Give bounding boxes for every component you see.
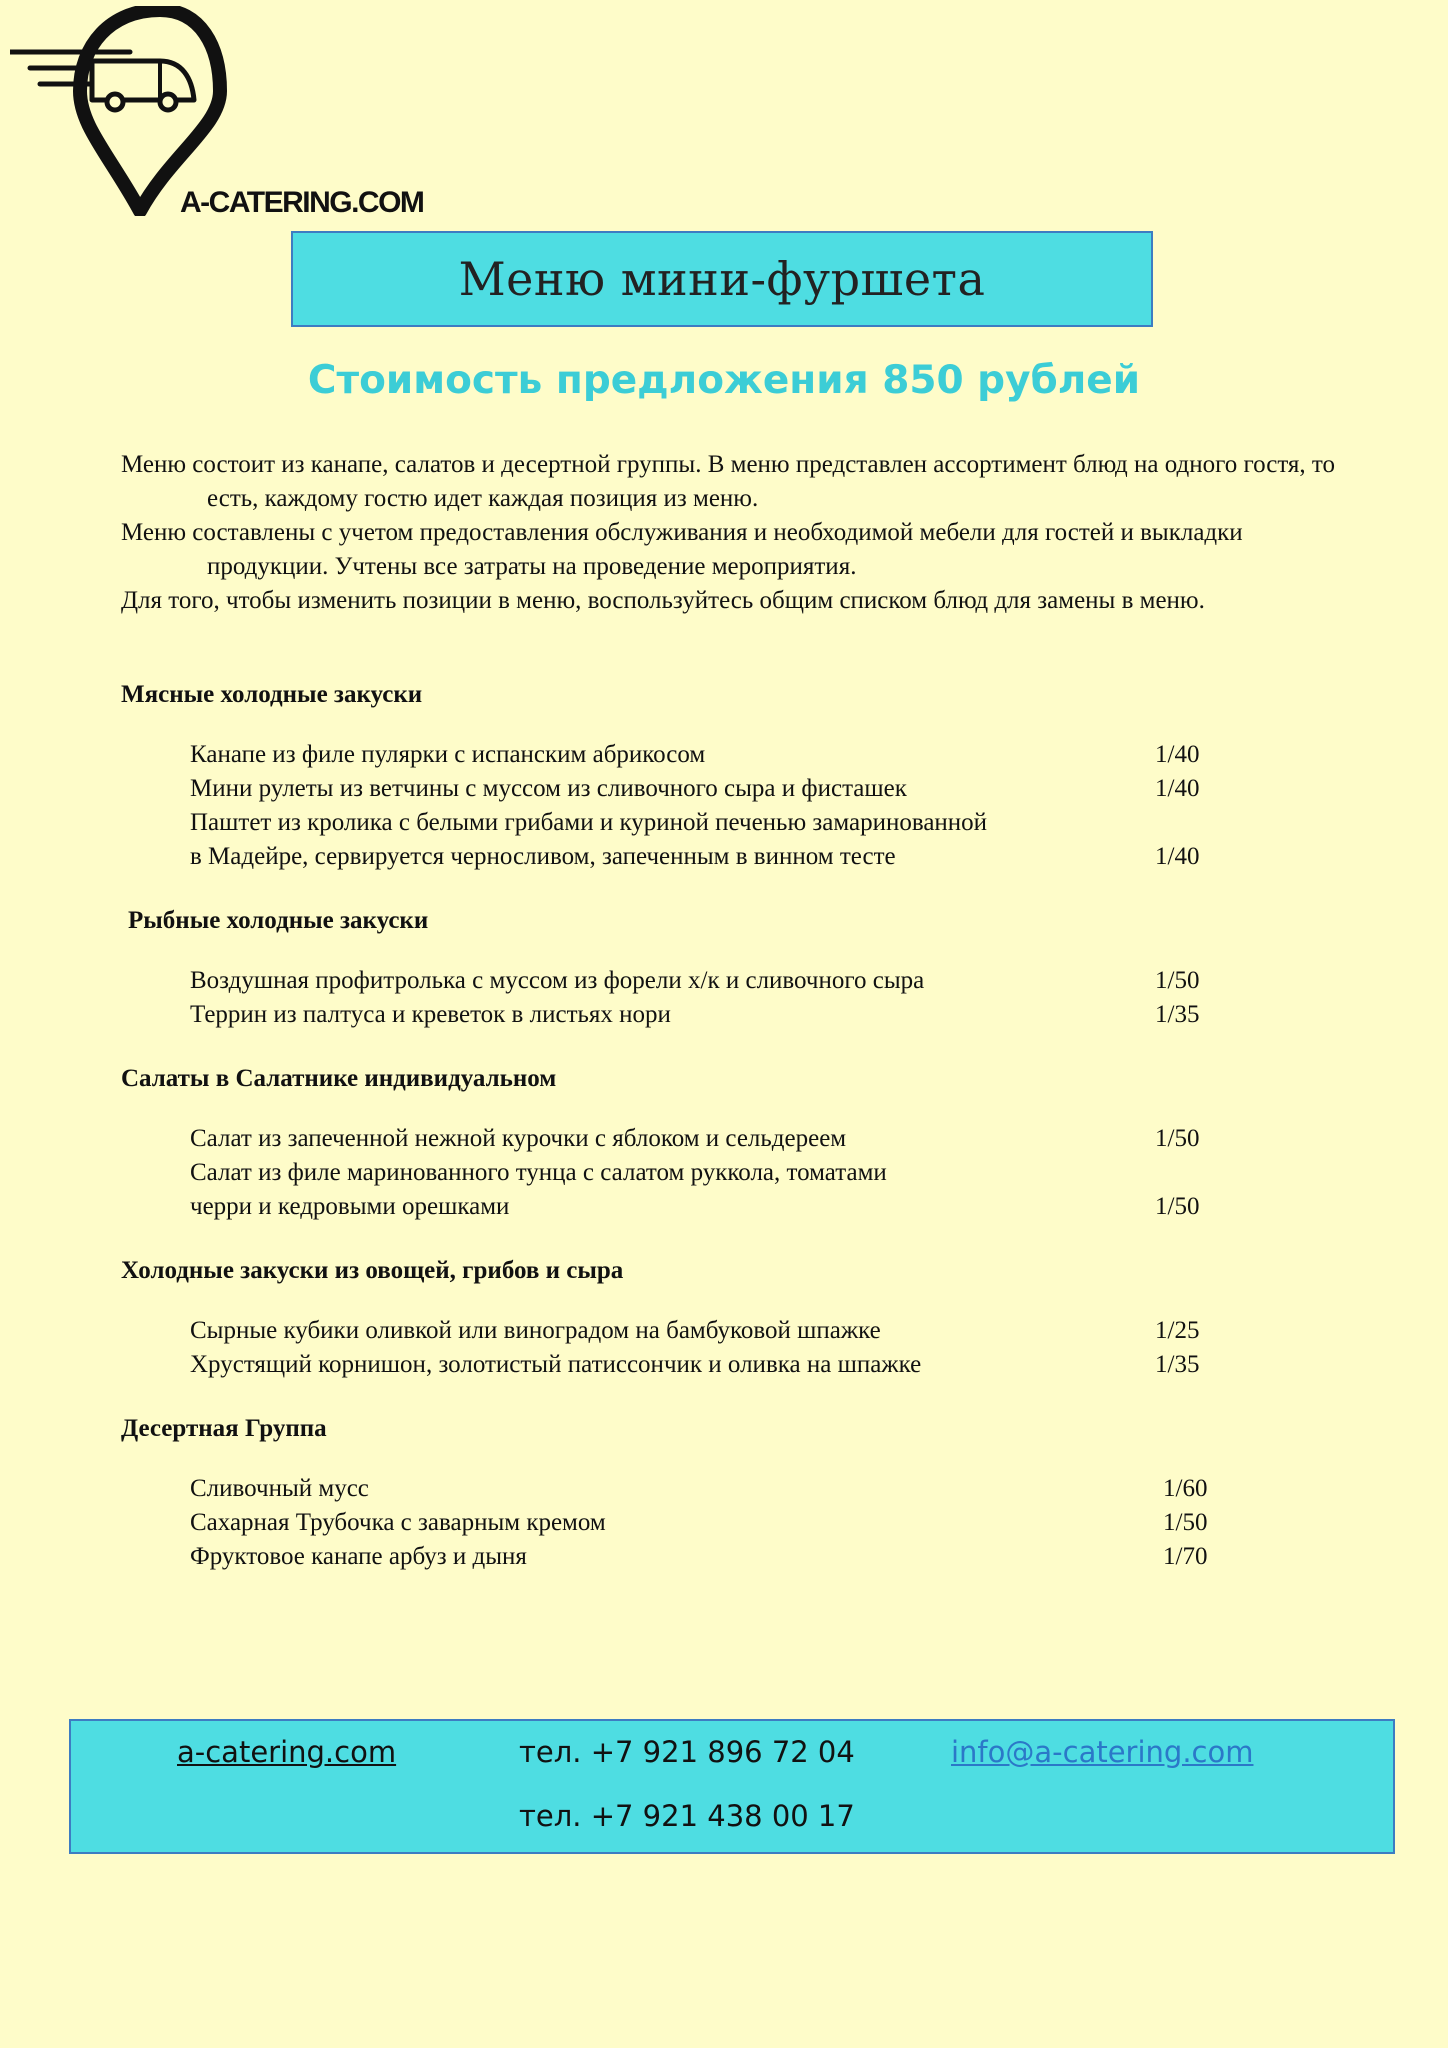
menu-item (121, 1122, 1221, 1156)
menu-item-portion: 1/25 (1155, 1317, 1200, 1344)
menu-item (121, 998, 1221, 1032)
menu-item-portion: 1/40 (1155, 775, 1200, 802)
menu-item-portion: 1/40 (1155, 843, 1200, 870)
delivery-van-pin-icon (10, 6, 250, 216)
section-title: Холодные закуски из овощей, грибов и сыра (121, 1257, 624, 1284)
menu-section-desserts (121, 1412, 1221, 1574)
menu-item-name: Паштет из кролика с белыми грибами и куриной печенью замаринованной в Мадейре, сервируется черносливом, запеченным в винном тесте (190, 809, 988, 870)
menu-item-name: Сахарная Трубочка с заварным кремом (190, 1509, 606, 1536)
menu-item-portion: 1/50 (1155, 1125, 1200, 1152)
intro-paragraph: Для того, чтобы изменить позиции в меню, воспользуйтесь общим списком блюд для замены в меню. (121, 587, 1205, 614)
page-title: Меню мини-фуршета (458, 252, 986, 306)
menu-item (121, 1156, 1221, 1224)
intro-paragraph: Меню составлены с учетом предоставления обслуживания и необходимой мебели для гостей и выкладки продукции. Учтены все затраты на проведение мероприятия. (121, 519, 1243, 580)
email-link[interactable]: info@a-catering.com (951, 1735, 1254, 1769)
menu-item-name: Фруктовое канапе арбуз и дыня (190, 1543, 527, 1570)
menu-section-meat (121, 678, 1221, 874)
price-line: Стоимость предложения 850 рублей (307, 358, 1141, 403)
menu-item-name: Сырные кубики оливкой или виноградом на бамбуковой шпажке (190, 1317, 881, 1344)
menu-item-name: Террин из палтуса и креветок в листьях нори (190, 1001, 671, 1028)
phone-number: тел. +7 921 438 00 17 (519, 1799, 855, 1833)
menu-item-portion: 1/60 (1163, 1475, 1208, 1502)
menu-item-name: Салат из филе маринованного тунца с салатом руккола, томатами черри и кедровыми орешками (190, 1159, 887, 1220)
menu-item (121, 1506, 1221, 1540)
menu-item-name: Мини рулеты из ветчины с муссом из сливочного сыра и фисташек (190, 775, 907, 802)
intro-paragraph: Меню состоит из канапе, салатов и десертной группы. В меню представлен ассортимент блюд на одного гостя, то есть, каждому гостю идет каждая позиция из меню. (121, 451, 1336, 512)
menu-item-portion: 1/35 (1155, 1001, 1200, 1028)
menu-item-name: Хрустящий корнишон, золотистый патиссончик и оливка на шпажке (190, 1351, 922, 1378)
section-title: Мясные холодные закуски (121, 681, 423, 708)
phone-number: тел. +7 921 896 72 04 (519, 1735, 855, 1769)
menu-item-portion: 1/35 (1155, 1351, 1200, 1378)
menu-item-name: Салат из запеченной нежной курочки с яблоком и сельдереем (190, 1125, 847, 1152)
company-logo (10, 6, 430, 219)
website-link[interactable]: a-catering.com (177, 1735, 397, 1769)
menu-item-portion: 1/70 (1163, 1543, 1208, 1570)
contact-footer (69, 1719, 1395, 1854)
menu-item (121, 964, 1221, 998)
menu-section-salads (121, 1062, 1221, 1224)
section-title: Салаты в Салатнике индивидуальном (121, 1065, 557, 1092)
menu-item-name: Сливочный мусс (190, 1475, 369, 1502)
menu-item (121, 738, 1221, 772)
menu-item-name: Воздушная профитролька с муссом из форели х/к и сливочного сыра (190, 967, 925, 994)
section-title: Десертная Группа (121, 1415, 327, 1442)
menu-item (121, 1472, 1221, 1506)
menu-item (121, 1540, 1221, 1574)
menu-item-portion: 1/50 (1155, 967, 1200, 994)
menu-item (121, 806, 1221, 874)
menu-section-fish (121, 904, 1221, 1032)
menu-item-portion: 1/40 (1155, 741, 1200, 768)
menu-list (121, 678, 1221, 1574)
menu-item (121, 1314, 1221, 1348)
section-title: Рыбные холодные закуски (128, 907, 429, 934)
menu-section-vegetables (121, 1254, 1221, 1382)
logo-text: A-CATERING.COM (180, 186, 424, 219)
menu-item-name: Канапе из филе пулярки с испанским абрикосом (190, 741, 706, 768)
intro-text (121, 448, 1361, 618)
menu-item-portion: 1/50 (1155, 1193, 1200, 1220)
menu-item (121, 1348, 1221, 1382)
menu-item (121, 772, 1221, 806)
menu-item-portion: 1/50 (1163, 1509, 1208, 1536)
title-banner (291, 231, 1153, 327)
